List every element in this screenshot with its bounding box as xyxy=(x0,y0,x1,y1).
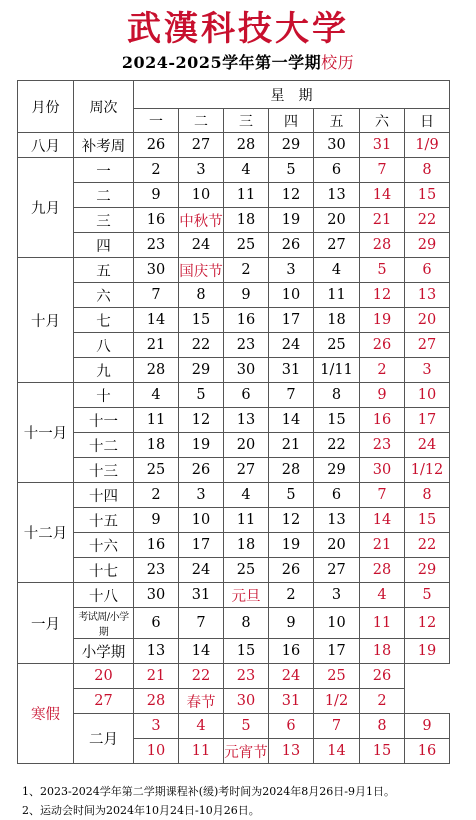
date-cell: 4 xyxy=(224,483,269,508)
calendar-row xyxy=(18,383,450,408)
date-cell: 21 xyxy=(134,664,179,689)
date-cell: 3 xyxy=(314,583,360,608)
date-cell: 9 xyxy=(405,714,450,739)
date-cell: 20 xyxy=(74,664,134,689)
week-cell: 十四 xyxy=(74,483,134,508)
date-cell: 6 xyxy=(134,608,179,639)
notes xyxy=(22,782,395,820)
date-cell: 16 xyxy=(269,639,314,664)
date-cell: 11 xyxy=(179,739,224,764)
date-cell: 27 xyxy=(179,133,224,158)
date-cell: 26 xyxy=(179,458,224,483)
date-cell: 19 xyxy=(360,308,405,333)
date-cell: 2 xyxy=(269,583,314,608)
date-cell: 6 xyxy=(405,258,450,283)
week-cell: 一 xyxy=(74,158,134,183)
week-cell: 六 xyxy=(74,283,134,308)
date-cell: 14 xyxy=(179,639,224,664)
calendar-row xyxy=(18,483,450,508)
date-cell: 21 xyxy=(360,533,405,558)
day-header: 四 xyxy=(269,109,314,133)
date-cell: 4 xyxy=(314,258,360,283)
date-cell: 30 xyxy=(314,133,360,158)
date-cell: 5 xyxy=(179,383,224,408)
date-cell: 13 xyxy=(224,408,269,433)
date-cell: 18 xyxy=(314,308,360,333)
date-cell: 11 xyxy=(314,283,360,308)
date-cell: 11 xyxy=(224,183,269,208)
week-cell: 九 xyxy=(74,358,134,383)
weekday-group-header: 星 期 xyxy=(134,81,450,109)
calendar-row xyxy=(18,664,450,689)
date-cell: 27 xyxy=(314,558,360,583)
date-cell: 8 xyxy=(224,608,269,639)
date-cell: 10 xyxy=(179,508,224,533)
date-cell: 28 xyxy=(134,358,179,383)
date-cell: 24 xyxy=(179,558,224,583)
date-cell: 20 xyxy=(314,208,360,233)
date-cell: 21 xyxy=(360,208,405,233)
date-cell: 30 xyxy=(224,689,269,714)
date-cell: 7 xyxy=(134,283,179,308)
date-cell: 3 xyxy=(179,483,224,508)
winter-break-cell: 寒假 xyxy=(18,664,74,764)
calendar-table xyxy=(17,80,450,764)
week-cell: 小学期 xyxy=(74,639,134,664)
day-header: 六 xyxy=(360,109,405,133)
date-cell: 7 xyxy=(314,714,360,739)
month-cell: 十一月 xyxy=(18,383,74,483)
date-cell: 6 xyxy=(314,483,360,508)
date-cell: 18 xyxy=(224,533,269,558)
date-cell: 31 xyxy=(179,583,224,608)
holiday-cell: 元宵节 xyxy=(224,739,269,764)
date-cell: 15 xyxy=(360,739,405,764)
calendar-row xyxy=(18,333,450,358)
date-cell: 22 xyxy=(179,664,224,689)
week-cell: 二 xyxy=(74,183,134,208)
date-cell: 13 xyxy=(314,183,360,208)
day-header: 三 xyxy=(224,109,269,133)
title-main: 2024-2025学年第一学期 xyxy=(121,53,322,72)
date-cell: 6 xyxy=(269,714,314,739)
date-cell: 12 xyxy=(269,183,314,208)
date-cell: 31 xyxy=(269,358,314,383)
calendar-row xyxy=(18,208,450,233)
date-cell: 1/9 xyxy=(405,133,450,158)
month-header: 月份 xyxy=(18,81,74,133)
date-cell: 15 xyxy=(179,308,224,333)
date-cell: 14 xyxy=(269,408,314,433)
date-cell: 13 xyxy=(314,508,360,533)
week-cell: 五 xyxy=(74,258,134,283)
date-cell: 28 xyxy=(134,689,179,714)
holiday-cell: 国庆节 xyxy=(179,258,224,283)
date-cell: 16 xyxy=(134,533,179,558)
holiday-cell: 元旦 xyxy=(224,583,269,608)
date-cell: 2 xyxy=(224,258,269,283)
week-cell: 考试周/小学期 xyxy=(74,608,134,639)
calendar-row xyxy=(18,433,450,458)
date-cell: 27 xyxy=(74,689,134,714)
calendar-row xyxy=(18,358,450,383)
date-cell: 11 xyxy=(134,408,179,433)
date-cell: 1/2 xyxy=(314,689,360,714)
calendar-row xyxy=(18,258,450,283)
date-cell: 4 xyxy=(179,714,224,739)
date-cell: 22 xyxy=(314,433,360,458)
date-cell: 26 xyxy=(269,558,314,583)
date-cell: 2 xyxy=(134,483,179,508)
date-cell: 13 xyxy=(269,739,314,764)
date-cell: 17 xyxy=(179,533,224,558)
calendar-row xyxy=(18,608,450,639)
holiday-cell: 中秋节 xyxy=(179,208,224,233)
date-cell: 5 xyxy=(269,483,314,508)
week-cell: 十五 xyxy=(74,508,134,533)
date-cell: 25 xyxy=(314,664,360,689)
month-cell: 八月 xyxy=(18,133,74,158)
date-cell: 15 xyxy=(405,508,450,533)
week-cell: 七 xyxy=(74,308,134,333)
date-cell: 2 xyxy=(360,358,405,383)
date-cell: 21 xyxy=(269,433,314,458)
date-cell: 28 xyxy=(360,558,405,583)
date-cell: 22 xyxy=(405,208,450,233)
date-cell: 25 xyxy=(314,333,360,358)
date-cell: 19 xyxy=(179,433,224,458)
month-cell: 一月 xyxy=(18,583,74,664)
title-red: 校历 xyxy=(321,53,355,72)
date-cell: 30 xyxy=(224,358,269,383)
month-cell: 十二月 xyxy=(18,483,74,583)
date-cell: 29 xyxy=(405,233,450,258)
date-cell: 16 xyxy=(405,739,450,764)
date-cell: 8 xyxy=(405,158,450,183)
date-cell: 10 xyxy=(179,183,224,208)
week-header: 周次 xyxy=(74,81,134,133)
date-cell: 30 xyxy=(134,258,179,283)
date-cell: 30 xyxy=(134,583,179,608)
calendar-row xyxy=(18,689,450,714)
date-cell: 22 xyxy=(179,333,224,358)
date-cell: 23 xyxy=(224,664,269,689)
date-cell: 8 xyxy=(405,483,450,508)
date-cell: 14 xyxy=(134,308,179,333)
calendar-row xyxy=(18,458,450,483)
date-cell: 23 xyxy=(360,433,405,458)
date-cell: 3 xyxy=(269,258,314,283)
calendar-row xyxy=(18,714,450,739)
week-cell: 十六 xyxy=(74,533,134,558)
date-cell: 9 xyxy=(224,283,269,308)
holiday-cell: 春节 xyxy=(179,689,224,714)
note-item: 1、2023-2024学年第二学期课程补(缓)考时间为2024年8月26日-9月1日。 xyxy=(22,785,395,798)
date-cell: 1/11 xyxy=(314,358,360,383)
date-cell: 17 xyxy=(405,408,450,433)
date-cell: 18 xyxy=(134,433,179,458)
date-cell: 12 xyxy=(179,408,224,433)
month-cell: 九月 xyxy=(18,158,74,258)
week-cell: 八 xyxy=(74,333,134,358)
date-cell: 27 xyxy=(405,333,450,358)
date-cell: 20 xyxy=(405,308,450,333)
calendar-row xyxy=(18,583,450,608)
date-cell: 2 xyxy=(360,689,405,714)
date-cell: 28 xyxy=(269,458,314,483)
date-cell: 18 xyxy=(224,208,269,233)
calendar-row xyxy=(18,558,450,583)
calendar-row xyxy=(18,233,450,258)
date-cell: 9 xyxy=(134,508,179,533)
week-cell: 十 xyxy=(74,383,134,408)
week-cell: 十七 xyxy=(74,558,134,583)
month-cell: 二月 xyxy=(74,714,134,764)
date-cell: 4 xyxy=(360,583,405,608)
date-cell: 11 xyxy=(360,608,405,639)
week-cell: 补考周 xyxy=(74,133,134,158)
day-header: 二 xyxy=(179,109,224,133)
date-cell: 16 xyxy=(134,208,179,233)
calendar-row xyxy=(18,508,450,533)
date-cell: 15 xyxy=(314,408,360,433)
calendar-row xyxy=(18,283,450,308)
day-header: 五 xyxy=(314,109,360,133)
date-cell: 4 xyxy=(134,383,179,408)
calendar-row xyxy=(18,183,450,208)
date-cell: 24 xyxy=(405,433,450,458)
week-cell: 十三 xyxy=(74,458,134,483)
day-header: 一 xyxy=(134,109,179,133)
calendar-row xyxy=(18,533,450,558)
date-cell: 29 xyxy=(179,358,224,383)
week-cell: 三 xyxy=(74,208,134,233)
date-cell: 6 xyxy=(314,158,360,183)
day-header: 日 xyxy=(405,109,450,133)
date-cell: 29 xyxy=(314,458,360,483)
date-cell: 11 xyxy=(224,508,269,533)
calendar-row xyxy=(18,158,450,183)
date-cell: 25 xyxy=(224,558,269,583)
date-cell: 22 xyxy=(405,533,450,558)
date-cell: 5 xyxy=(360,258,405,283)
date-cell: 12 xyxy=(360,283,405,308)
date-cell: 28 xyxy=(360,233,405,258)
date-cell: 6 xyxy=(224,383,269,408)
date-cell: 23 xyxy=(134,558,179,583)
date-cell: 27 xyxy=(224,458,269,483)
university-logo xyxy=(0,2,476,48)
date-cell: 3 xyxy=(179,158,224,183)
date-cell: 13 xyxy=(134,639,179,664)
week-cell: 十二 xyxy=(74,433,134,458)
date-cell: 26 xyxy=(134,133,179,158)
date-cell: 16 xyxy=(360,408,405,433)
date-cell: 25 xyxy=(134,458,179,483)
date-cell: 10 xyxy=(405,383,450,408)
date-cell: 9 xyxy=(134,183,179,208)
date-cell: 8 xyxy=(179,283,224,308)
date-cell: 19 xyxy=(405,639,450,664)
date-cell: 26 xyxy=(360,333,405,358)
date-cell: 12 xyxy=(269,508,314,533)
date-cell: 14 xyxy=(360,183,405,208)
date-cell: 19 xyxy=(269,208,314,233)
date-cell: 23 xyxy=(134,233,179,258)
week-cell: 四 xyxy=(74,233,134,258)
date-cell: 27 xyxy=(314,233,360,258)
page-title xyxy=(0,50,476,73)
date-cell: 30 xyxy=(360,458,405,483)
date-cell: 10 xyxy=(314,608,360,639)
date-cell: 7 xyxy=(360,483,405,508)
calendar-row xyxy=(18,408,450,433)
date-cell: 5 xyxy=(269,158,314,183)
date-cell: 25 xyxy=(224,233,269,258)
week-cell: 十八 xyxy=(74,583,134,608)
date-cell: 24 xyxy=(269,664,314,689)
calendar-row xyxy=(18,308,450,333)
date-cell: 8 xyxy=(360,714,405,739)
date-cell: 5 xyxy=(405,583,450,608)
calendar-row xyxy=(18,133,450,158)
date-cell: 16 xyxy=(224,308,269,333)
logo-text: 武漢科技大学 xyxy=(127,8,349,49)
date-cell: 19 xyxy=(269,533,314,558)
date-cell: 24 xyxy=(269,333,314,358)
date-cell: 21 xyxy=(134,333,179,358)
date-cell: 8 xyxy=(314,383,360,408)
date-cell: 26 xyxy=(269,233,314,258)
month-cell: 十月 xyxy=(18,258,74,383)
date-cell: 15 xyxy=(405,183,450,208)
date-cell: 14 xyxy=(360,508,405,533)
date-cell: 14 xyxy=(314,739,360,764)
date-cell: 18 xyxy=(360,639,405,664)
date-cell: 29 xyxy=(405,558,450,583)
date-cell: 12 xyxy=(405,608,450,639)
date-cell: 24 xyxy=(179,233,224,258)
calendar-row xyxy=(18,639,450,664)
date-cell: 20 xyxy=(224,433,269,458)
date-cell: 26 xyxy=(360,664,405,689)
date-cell: 7 xyxy=(360,158,405,183)
date-cell: 1/12 xyxy=(405,458,450,483)
date-cell: 23 xyxy=(224,333,269,358)
date-cell: 9 xyxy=(269,608,314,639)
date-cell: 17 xyxy=(314,639,360,664)
date-cell: 9 xyxy=(360,383,405,408)
date-cell: 28 xyxy=(224,133,269,158)
week-cell: 十一 xyxy=(74,408,134,433)
date-cell: 2 xyxy=(134,158,179,183)
date-cell: 17 xyxy=(269,308,314,333)
date-cell: 31 xyxy=(269,689,314,714)
date-cell: 5 xyxy=(224,714,269,739)
date-cell: 20 xyxy=(314,533,360,558)
date-cell: 4 xyxy=(224,158,269,183)
date-cell: 15 xyxy=(224,639,269,664)
note-item: 2、运动会时间为2024年10月24日-10月26日。 xyxy=(22,804,260,817)
date-cell: 13 xyxy=(405,283,450,308)
date-cell: 29 xyxy=(269,133,314,158)
date-cell: 10 xyxy=(134,739,179,764)
date-cell: 7 xyxy=(179,608,224,639)
date-cell: 31 xyxy=(360,133,405,158)
date-cell: 3 xyxy=(134,714,179,739)
date-cell: 3 xyxy=(405,358,450,383)
date-cell: 7 xyxy=(269,383,314,408)
date-cell: 10 xyxy=(269,283,314,308)
